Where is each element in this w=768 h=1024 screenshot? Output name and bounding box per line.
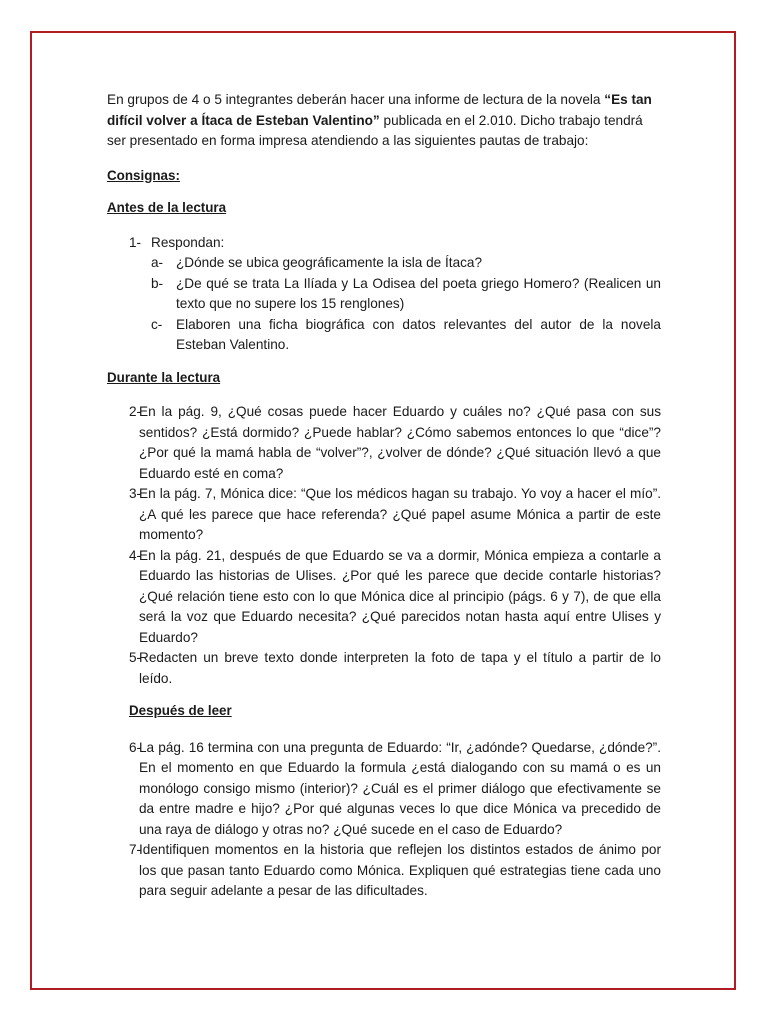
list-item-2 [107,402,661,484]
item-text: ¿De qué se trata La Ilíada y La Odisea del poeta griego Homero? (Realicen un texto que no supere los 15 renglones) [176,275,661,311]
item-text: En la pág. 7, Mónica dice: “Que los médicos hagan su trabajo. Yo voy a hacer el mío”. ¿A qué les parece que hace referenda? ¿Qué papel asume Mónica a partir de este momento? [139,486,661,542]
list-durante-lectura [107,402,661,689]
item-number: 3- [129,486,142,501]
item-number: 5- [129,650,142,665]
list-item-4 [107,546,661,649]
item-number: 7- [129,842,142,857]
item-number: 2- [129,404,142,419]
item-number: 1- [129,234,142,250]
list-item-3 [107,484,661,546]
item-letter: c- [151,316,163,332]
list-item-1 [107,233,661,356]
item-text: Redacten un breve texto donde interpreten la foto de tapa y el título a partir de lo leído. [139,650,661,686]
list-despues-leer [107,738,661,902]
intro-text-before: En grupos de 4 o 5 integrantes deberán hacer una informe de lectura de la novela [107,92,605,107]
item-text: Identifiquen momentos en la historia que reflejen los distintos estados de ánimo por los que pasan tanto Eduardo como Mónica. Expliquen qué estrategias tiene cada uno para seguir adelante a pesar de las dificultades. [139,842,661,898]
sublist-item-c [151,315,661,356]
item-text: Respondan: [151,234,225,250]
item-letter: b- [151,275,164,291]
item-letter: a- [151,255,164,270]
heading-consignas: Consignas: [107,167,180,183]
document-body [107,90,661,902]
item-text: ¿Dónde se ubica geográficamente la isla de Ítaca? [176,255,483,270]
sublist-item-b [151,274,661,315]
sublist-item-a [151,253,661,274]
item-text: En la pág. 9, ¿Qué cosas puede hacer Eduardo y cuáles no? ¿Qué pasa con sus sentidos? ¿Está dormido? ¿Puede hablar? ¿Cómo sabemos entonces lo que “dice”? ¿Por qué la mamá habla de “volver”?, ¿volver de dónde? ¿Qué situación llevó a que Eduardo esté en coma? [139,404,661,481]
heading-despues-leer: Después de leer [129,703,232,718]
heading-durante-lectura: Durante la lectura [107,369,221,385]
list-antes-lectura [107,233,661,356]
intro-paragraph [107,90,661,152]
item-text: Elaboren una ficha biográfica con datos relevantes del autor de la novela Esteban Valentino. [176,316,661,352]
list-item-6 [107,738,661,841]
list-item-7 [107,840,661,902]
heading-antes-lectura: Antes de la lectura [107,200,227,215]
list-item-5 [107,648,661,689]
sublist-respondan [151,253,661,356]
item-text: En la pág. 21, después de que Eduardo se va a dormir, Mónica empieza a contarle a Eduardo las historias de Ulises. ¿Por qué les parece que decide contarle historias? ¿Qué relación tiene esto con lo que Mónica dice al principio (págs. 6 y 7), de que ella será la voz que Eduardo necesita? ¿Qué parecidos notan hasta aquí entre Ulises y Eduardo? [139,547,661,645]
item-number: 6- [129,739,142,755]
item-number: 4- [129,547,142,563]
intro-text-after: publicada en el 2.010. Dicho trabajo tendrá ser presentado en forma impresa atendiendo a las siguientes pautas de trabajo: [107,112,643,148]
item-text: La pág. 16 termina con una pregunta de Eduardo: “Ir, ¿adónde? Quedarse, ¿dónde?”. En el momento en que Eduardo la formula ¿está dialogando con su mamá o es un monólogo consigo mismo (interior)? ¿Cuál es el primer diálogo que efectivamente se da entre madre e hijo? ¿Por qué algunas veces lo que dice Mónica va precedido de una raya de diálogo y otras no? ¿Qué sucede en el caso de Eduardo? [139,739,661,837]
novel-title: “Es tan difícil volver a Ítaca de Esteban Valentino” [107,92,652,128]
